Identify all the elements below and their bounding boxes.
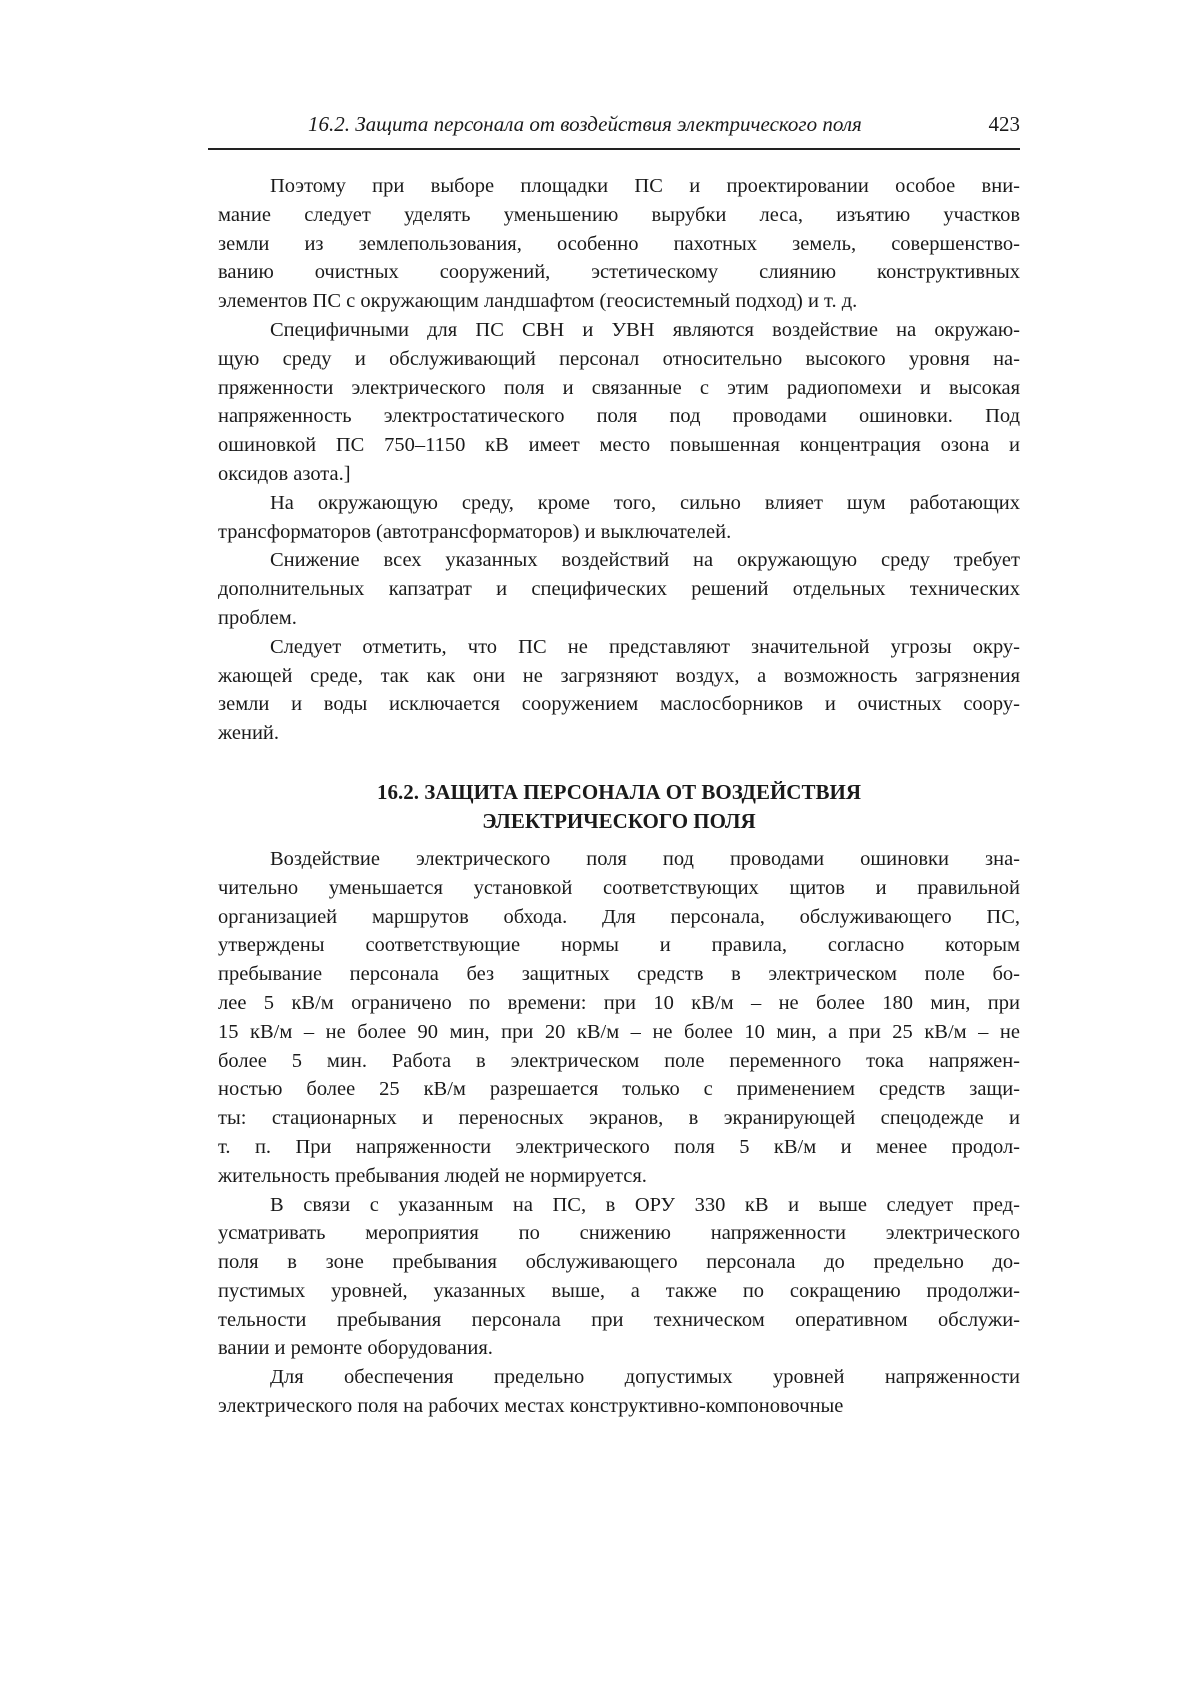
text-line: жающей среде, так как они не загрязняют воздух, а возможность загрязнения: [218, 664, 1020, 687]
section-heading-line: ЭЛЕКТРИЧЕСКОГО ПОЛЯ: [482, 808, 756, 833]
text-line: пряженности электрического поля и связанные с этим радиопомехи и высокая: [218, 376, 1020, 399]
text-line: земли из землепользования, особенно пахотных земель, совершенство-: [218, 232, 1020, 255]
page-number: 423: [988, 112, 1020, 136]
paragraph: [218, 845, 1020, 1191]
text-line: Специфичными для ПС СВН и УВН являются воздействие на окружаю-: [270, 318, 1020, 341]
text-line: ошиновкой ПС 750–1150 кВ имеет место повышенная концентрация озона и: [218, 434, 1020, 457]
text-line: оксидов азота.]: [218, 462, 351, 485]
text-line: вании и ремонте оборудования.: [218, 1337, 493, 1360]
paragraph: [218, 546, 1020, 632]
text-line: Воздействие электрического поля под проводами ошиновки зна-: [270, 847, 1020, 870]
text-line: утверждены соответствующие нормы и правила, согласно которым: [218, 934, 1020, 957]
text-line: дополнительных капзатрат и специфических решений отдельных технических: [218, 578, 1020, 601]
text-line: ностью более 25 кВ/м разрешается только с применением средств защи-: [218, 1078, 1020, 1101]
text-line: ты: стационарных и переносных экранов, в экранирующей спецодежде и: [218, 1107, 1020, 1130]
text-line: щую среду и обслуживающий персонал относительно высокого уровня на-: [218, 347, 1020, 370]
text-line: напряженность электростатического поля под проводами ошиновки. Под: [218, 405, 1020, 428]
text-line: т. п. При напряженности электрического поля 5 кВ/м и менее продол-: [218, 1135, 1020, 1158]
text-line: Поэтому при выборе площадки ПС и проектировании особое вни-: [270, 175, 1020, 197]
paragraph: [218, 633, 1020, 748]
text-line: более 5 мин. Работа в электрическом поле переменного тока напряжен-: [218, 1049, 1020, 1072]
text-line: ванию очистных сооружений, эстетическому слиянию конструктивных: [218, 261, 1020, 284]
text-line: жений.: [218, 722, 280, 745]
text-line: Снижение всех указанных воздействий на окружающую среду требует: [270, 549, 1020, 572]
running-header-title: 16.2. Защита персонала от воздействия электрического поля: [308, 112, 862, 136]
text-line: пребывание персонала без защитных средств в электрическом поле бо-: [218, 963, 1020, 986]
paragraphs-after: [218, 845, 1020, 1421]
text-line: В связи с указанным на ПС, в ОРУ 330 кВ и выше следует пред-: [270, 1193, 1020, 1216]
paragraph: [218, 316, 1020, 489]
text-line: Для обеспечения предельно допустимых уровней напряженности: [270, 1366, 1020, 1389]
text-line: организацией маршрутов обхода. Для персонала, обслуживающего ПС,: [218, 905, 1020, 928]
text-line: электрического поля на рабочих местах конструктивно-компоновочные: [218, 1395, 844, 1418]
paragraphs-before: [218, 172, 1020, 748]
paragraph: [218, 172, 1020, 316]
text-line: лее 5 кВ/м ограничено по времени: при 10 кВ/м – не более 180 мин, при: [218, 991, 1020, 1014]
paragraph: [218, 1191, 1020, 1364]
paragraph: [218, 1363, 1020, 1421]
text-line: 15 кВ/м – не более 90 мин, при 20 кВ/м – не более 10 мин, а при 25 кВ/м – не: [218, 1020, 1020, 1043]
text-line: поля в зоне пребывания обслуживающего персонала до предельно до-: [218, 1251, 1020, 1274]
text-line: Следует отметить, что ПС не представляют значительной угрозы окру-: [270, 635, 1020, 658]
text-line: усматривать мероприятия по снижению напряженности электрического: [218, 1222, 1020, 1245]
running-header: [208, 106, 1020, 150]
text-line: тельности пребывания персонала при техническом оперативном обслужи-: [218, 1308, 1020, 1331]
paragraph: [218, 489, 1020, 547]
text-line: элементов ПС с окружающим ландшафтом (геосистемный подход) и т. д.: [218, 290, 858, 313]
text-line: пустимых уровней, указанных выше, а также по сокращению продолжи-: [218, 1279, 1020, 1302]
text-line: земли и воды исключается сооружением маслосборников и очистных соору-: [218, 693, 1020, 716]
text-line: трансформаторов (автотрансформаторов) и выключателей.: [218, 520, 732, 543]
text-line: мание следует уделять уменьшению вырубки леса, изъятию участков: [218, 203, 1020, 226]
text-line: жительность пребывания людей не нормируется.: [218, 1164, 647, 1187]
section-heading-line: 16.2. ЗАЩИТА ПЕРСОНАЛА ОТ ВОЗДЕЙСТВИЯ: [377, 779, 861, 804]
text-line: На окружающую среду, кроме того, сильно влияет шум работающих: [270, 491, 1020, 514]
page-body: [218, 172, 1020, 1421]
text-line: проблем.: [218, 606, 297, 629]
section-heading: [218, 778, 1020, 836]
text-line: чительно уменьшается установкой соответствующих щитов и правильной: [218, 876, 1020, 899]
